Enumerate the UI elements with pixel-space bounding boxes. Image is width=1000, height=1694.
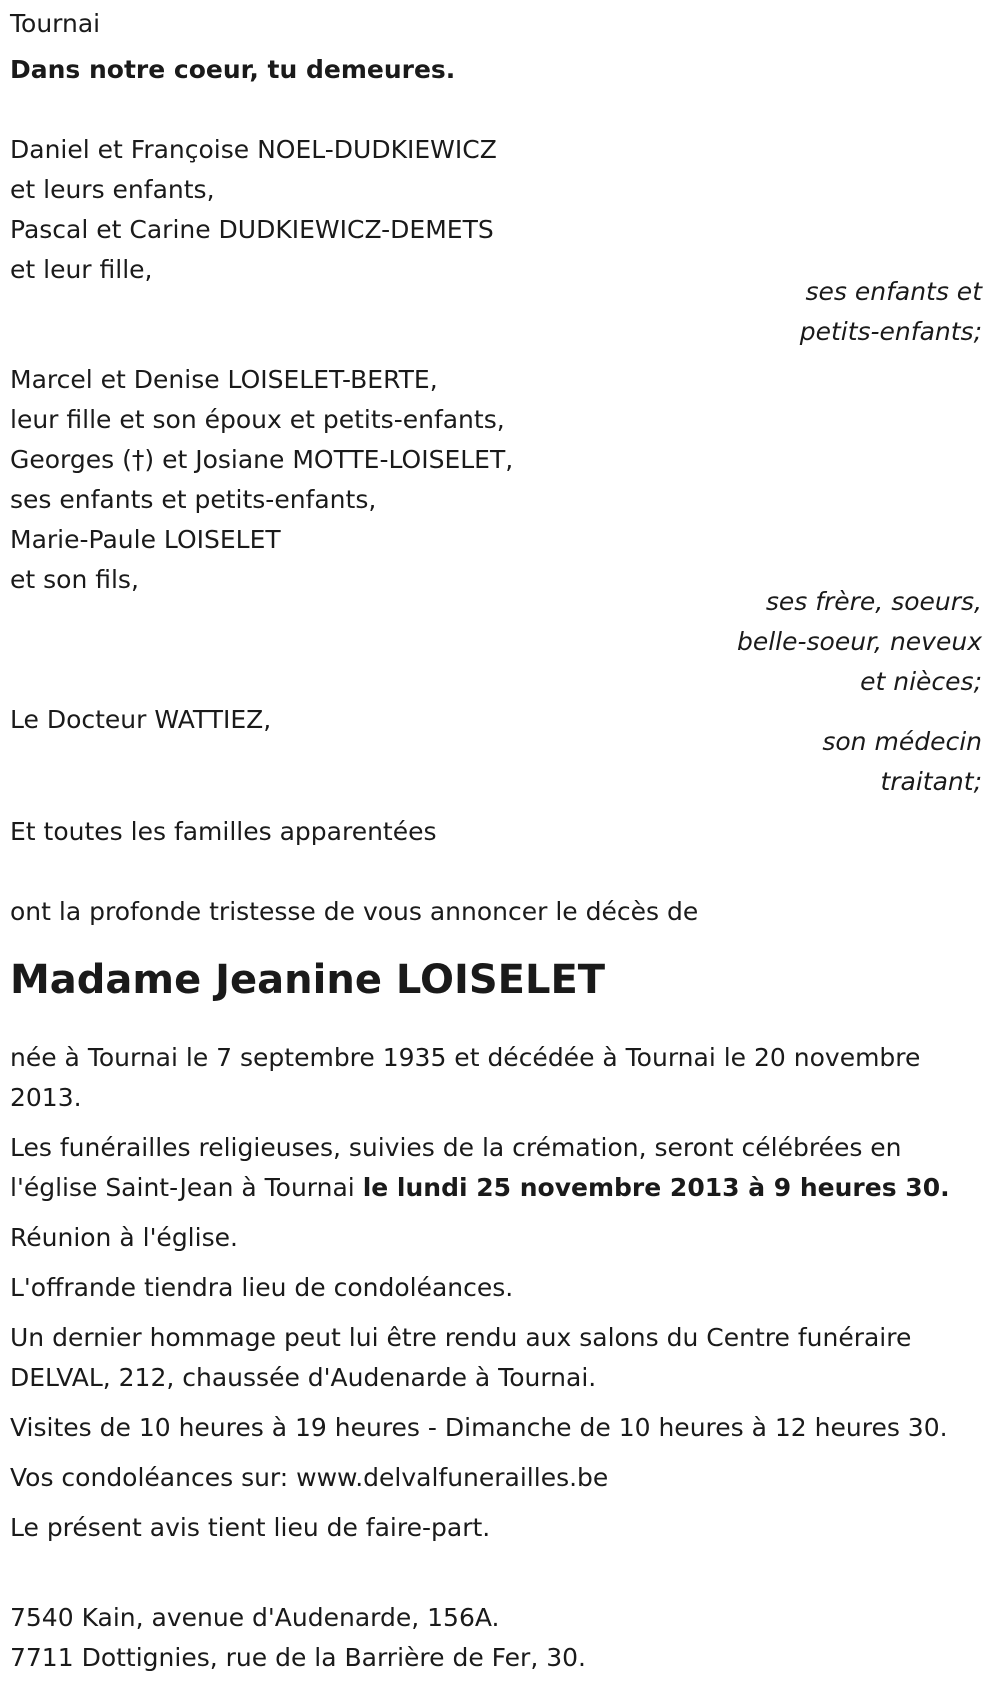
spacer [10, 1558, 990, 1598]
motto: Dans notre coeur, tu demeures. [10, 55, 456, 84]
spacer [10, 352, 990, 360]
address-line: 7540 Kain, avenue d'Audenarde, 156A. [10, 1603, 500, 1632]
address-line: 7711 Dottignies, rue de la Barrière de Fer, 30. [10, 1643, 586, 1672]
family-group-siblings [10, 360, 990, 702]
offering-info: L'offrande tiendra lieu de condoléances. [10, 1273, 514, 1302]
announcement: ont la profonde tristesse de vous annoncer le décès de [10, 897, 699, 926]
notice-info: Le présent avis tient lieu de faire-part. [10, 1513, 491, 1542]
doctor-line: Le Docteur WATTIEZ, [10, 705, 272, 734]
family-group-children [10, 130, 990, 352]
family-line: ses enfants et petits-enfants, [10, 485, 377, 514]
city-heading: Tournai [10, 9, 101, 38]
families-line: Et toutes les familles apparentées [10, 817, 437, 846]
relation-label: et nièces; [860, 667, 982, 696]
relation-label: son médecin [822, 727, 982, 756]
relation-label: belle-soeur, neveux [736, 627, 982, 656]
relation-label: traitant; [880, 767, 982, 796]
funeral-text: Les funérailles religieuses, suivies de la crémation, seront célébrées en l'église Saint-Jean à Tournai [10, 1133, 902, 1202]
doctor-group [10, 700, 990, 802]
relation-label: ses enfants et [805, 277, 982, 306]
family-line: Marcel et Denise LOISELET-BERTE, [10, 365, 438, 394]
family-line: et leur fille, [10, 255, 153, 284]
relation-label: petits-enfants; [799, 317, 982, 346]
family-line: et leurs enfants, [10, 175, 215, 204]
deceased-name: Madame Jeanine LOISELET [10, 957, 606, 1003]
relation-label: ses frère, soeurs, [765, 587, 982, 616]
reunion-info: Réunion à l'église. [10, 1223, 238, 1252]
family-line: et son fils, [10, 565, 139, 594]
funeral-date: le lundi 25 novembre 2013 à 9 heures 30. [362, 1173, 950, 1202]
family-line: Daniel et Françoise NOEL-DUDKIEWICZ [10, 135, 497, 164]
condolences-info: Vos condoléances sur: www.delvalfunerailles.be [10, 1463, 609, 1492]
funeral-info [10, 1128, 990, 1208]
family-line: Georges (†) et Josiane MOTTE-LOISELET, [10, 445, 514, 474]
family-line: Pascal et Carine DUDKIEWICZ-DEMETS [10, 215, 494, 244]
visits-info: Visites de 10 heures à 19 heures - Dimanche de 10 heures à 12 heures 30. [10, 1413, 948, 1442]
family-line: leur fille et son époux et petits-enfants, [10, 405, 505, 434]
spacer [10, 852, 990, 892]
homage-info: Un dernier hommage peut lui être rendu aux salons du Centre funéraire DELVAL, 212, chaussée d'Audenarde à Tournai. [10, 1323, 912, 1392]
family-line: Marie-Paule LOISELET [10, 525, 281, 554]
birth-death-info: née à Tournai le 7 septembre 1935 et décédée à Tournai le 20 novembre 2013. [10, 1043, 921, 1112]
spacer [10, 90, 990, 130]
